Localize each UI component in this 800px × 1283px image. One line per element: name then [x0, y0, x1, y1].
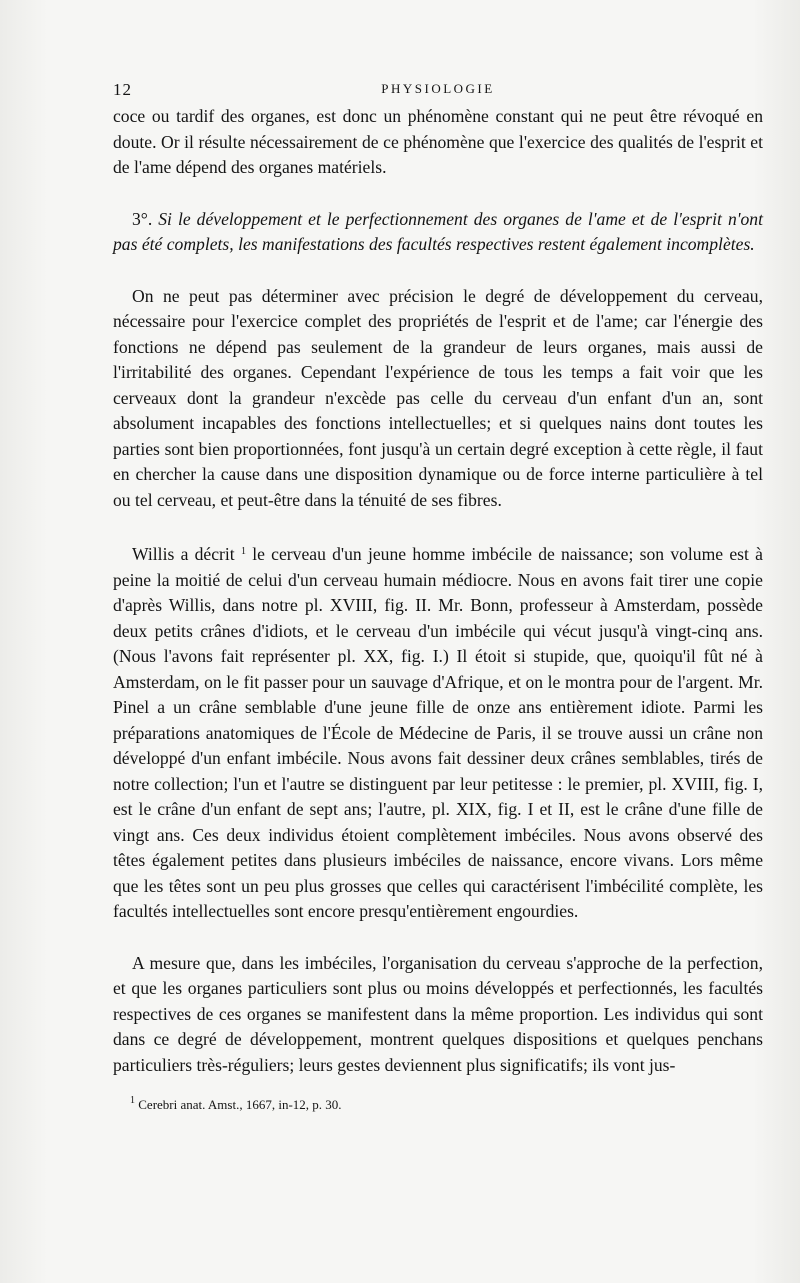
paragraph-text: coce ou tardif des organes, est donc un phénomène constant qui ne peut être révoqué en doute. Or il résulte nécessairement de ce phénomène que l'exercice des qualités de l'esprit et de l'ame dépend des organes matériels. [113, 106, 763, 177]
proposition-number: 3°. [132, 208, 153, 229]
running-title: PHYSIOLOGIE [381, 81, 495, 96]
paragraph-text: On ne peut pas déterminer avec précision le degré de développement du cerveau, nécessaire pour l'exercice complet des propriétés de l'esprit et de l'ame; car l'énergie des fonctions ne dépend pas seulement de la grandeur de leurs organes, mais aussi de l'irritabilité des organes. Cependant l'expérience de tous les temps a fait voir que les cerveaux dont la grandeur n'excède pas celle du cerveau d'un enfant d'un an, sont absolument incapables des fonctions intellectuelles; et si quelques nains dont toutes les parties sont bien proportionnées, font jusqu'à un certain degré exception à cette règle, il faut en chercher la cause dans une disposition dynamique ou de force interne particulière à tel ou tel cerveau, et peut-être dans la ténuité de ses fibres. [113, 285, 763, 510]
paragraph-willis [113, 539, 763, 925]
paragraph-text: A mesure que, dans les imbéciles, l'organisation du cerveau s'approche de la perfection, et que les organes particuliers sont plus ou moins développés et perfectionnés, les facultés respectives de ces organes se manifestent dans la même proportion. Les individus qui sont dans ce degré de développement, montrent quelques dispositions et quelques penchans particuliers très-réguliers; leurs gestes deviennent plus significatifs; ils vont jus- [113, 952, 763, 1075]
paragraph-text: le cerveau d'un jeune homme imbécile de naissance; son volume est à peine la moitié de celui d'un cerveau humain médiocre. Nous en avons fait tirer une copie d'après Willis, dans notre pl. XVIII, fig. II. Mr. Bonn, professeur à Amsterdam, possède deux petits crânes d'idiots, et le cerveau d'un imbécile qui vécut jusqu'à vingt-cinq ans. (Nous l'avons fait représenter pl. XX, fig. I.) Il étoit si stupide, que, quoiqu'il fût né à Amsterdam, on le fit passer pour un sauvage d'Afrique, et on le montra pour de l'argent. Mr. Pinel a un crâne semblable d'une jeune fille de onze ans entièrement idiote. Parmi les préparations anatomiques de l'École de Médecine de Paris, il se trouve aussi un crâne non développé d'un enfant imbécile. Nous avons fait dessiner deux crânes semblables, tirés de notre collection; l'un et l'autre se distinguent par leur petitesse : le premier, pl. XVIII, fig. I, est le crâne d'un enfant de sept ans; l'autre, pl. XIX, fig. I et II, est le crâne d'une fille de vingt ans. Ces deux individus étoient complètement imbéciles. Nous avons observé des têtes également petites dans plusieurs imbéciles de naissance, encore vivans. Lors même que les têtes sont un peu plus grosses que celles qui caractérisent l'imbécilité complète, les facultés intellectuelles sont encore presqu'entièrement engourdies. [113, 544, 763, 921]
proposition-text: Si le développement et le perfectionnement des organes de l'ame et de l'esprit n'ont pas été complets, les manifestations des facultés respectives restent également incomplètes. [113, 208, 763, 254]
page-number: 12 [113, 80, 132, 99]
paragraph-brain-development [113, 284, 763, 514]
paragraph-proposition-3 [113, 207, 763, 258]
paragraph-lead: Willis a décrit [132, 544, 235, 564]
body-text [113, 104, 763, 1078]
page-header [113, 80, 763, 104]
footnote [130, 1095, 342, 1113]
footnote-reference[interactable]: 1 [240, 546, 246, 557]
footnote-text: Cerebri anat. Amst., 1667, in-12, p. 30. [138, 1097, 342, 1112]
footnote-marker: 1 [130, 1095, 135, 1106]
paragraph-imbeciles [113, 951, 763, 1079]
paragraph-continued [113, 104, 763, 181]
